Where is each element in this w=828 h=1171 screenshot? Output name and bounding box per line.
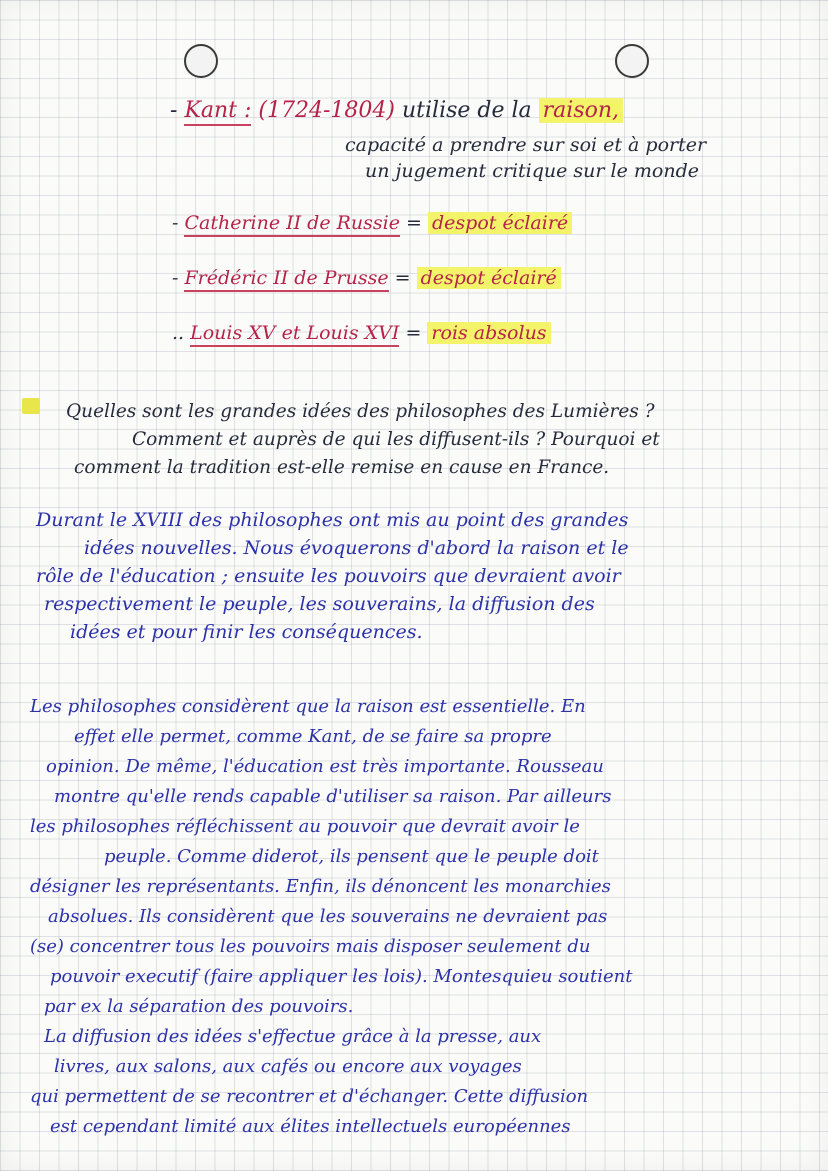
intro-line-3: rôle de l'éducation ; ensuite les pouvoirs que devraient avoir <box>36 565 621 587</box>
body-line-8: absolues. Ils considèrent que les souverains ne devraient pas <box>48 906 608 927</box>
ruler-name-2: Frédéric II de Prusse <box>184 267 388 292</box>
kant-desc-3: un jugement critique sur le monde <box>365 160 699 182</box>
punch-hole-right <box>615 44 649 78</box>
body-line-4: montre qu'elle rends capable d'utiliser sa raison. Par ailleurs <box>54 786 612 807</box>
ruler-row-3: .. Louis XV et Louis XVI = rois absolus <box>172 322 551 344</box>
punch-hole-left <box>184 44 218 78</box>
body-line-1: Les philosophes considèrent que la raison est essentielle. En <box>30 696 586 717</box>
body-line-12: La diffusion des idées s'effectue grâce à la presse, aux <box>44 1026 542 1047</box>
kant-desc: utilise de la <box>401 98 532 123</box>
body-line-6: peuple. Comme diderot, ils pensent que le peuple doit <box>104 846 599 867</box>
intro-line-2: idées nouvelles. Nous évoquerons d'abord la raison et le <box>84 537 629 559</box>
body-line-2: effet elle permet, comme Kant, de se faire sa propre <box>74 726 552 747</box>
intro-line-5: idées et pour finir les conséquences. <box>70 621 423 643</box>
body-line-14: qui permettent de se recontrer et d'échanger. Cette diffusion <box>30 1086 589 1107</box>
body-line-11: par ex la séparation des pouvoirs. <box>44 996 354 1017</box>
highlight-bullet-icon <box>22 398 40 414</box>
kant-line: - Kant : (1724-1804) utilise de la raison, <box>170 98 623 123</box>
body-line-7: désigner les représentants. Enfin, ils dénoncent les monarchies <box>30 876 611 897</box>
kant-desc-2: capacité a prendre sur soi et à porter <box>345 134 707 156</box>
body-line-9: (se) concentrer tous les pouvoirs mais disposer seulement du <box>30 936 591 957</box>
intro-line-1: Durant le XVIII des philosophes ont mis au point des grandes <box>36 509 629 531</box>
ruler-name-1: Catherine II de Russie <box>184 212 400 237</box>
question-block <box>66 398 660 482</box>
body-paragraph <box>30 692 632 1142</box>
ruler-name-3: Louis XV et Louis XVI <box>190 322 399 347</box>
intro-paragraph <box>36 506 629 646</box>
question-line-2: Comment et auprès de qui les diffusent-ils ? Pourquoi et <box>132 429 660 450</box>
body-line-5: les philosophes réfléchissent au pouvoir que devrait avoir le <box>30 816 580 837</box>
body-line-15: est cependant limité aux élites intellectuels européennes <box>50 1116 571 1137</box>
ruler-value-3: rois absolus <box>427 322 550 344</box>
ruler-row-1: - Catherine II de Russie = despot éclairé <box>172 212 572 234</box>
question-line-3: comment la tradition est-elle remise en cause en France. <box>74 457 610 478</box>
kant-raison: raison, <box>539 98 623 123</box>
kant-name: Kant : <box>184 98 251 126</box>
ruler-value-2: despot éclairé <box>417 267 561 289</box>
body-line-13: livres, aux salons, aux cafés ou encore aux voyages <box>54 1056 522 1077</box>
kant-dates: (1724-1804) <box>258 98 395 123</box>
intro-line-4: respectivement le peuple, les souverains, la diffusion des <box>44 593 595 615</box>
body-line-10: pouvoir executif (faire appliquer les lois). Montesquieu soutient <box>50 966 633 987</box>
ruler-row-2: - Frédéric II de Prusse = despot éclairé <box>172 267 561 289</box>
question-line-1: Quelles sont les grandes idées des philosophes des Lumières ? <box>66 401 655 422</box>
body-line-3: opinion. De même, l'éducation est très importante. Rousseau <box>46 756 604 777</box>
ruler-value-1: despot éclairé <box>428 212 572 234</box>
